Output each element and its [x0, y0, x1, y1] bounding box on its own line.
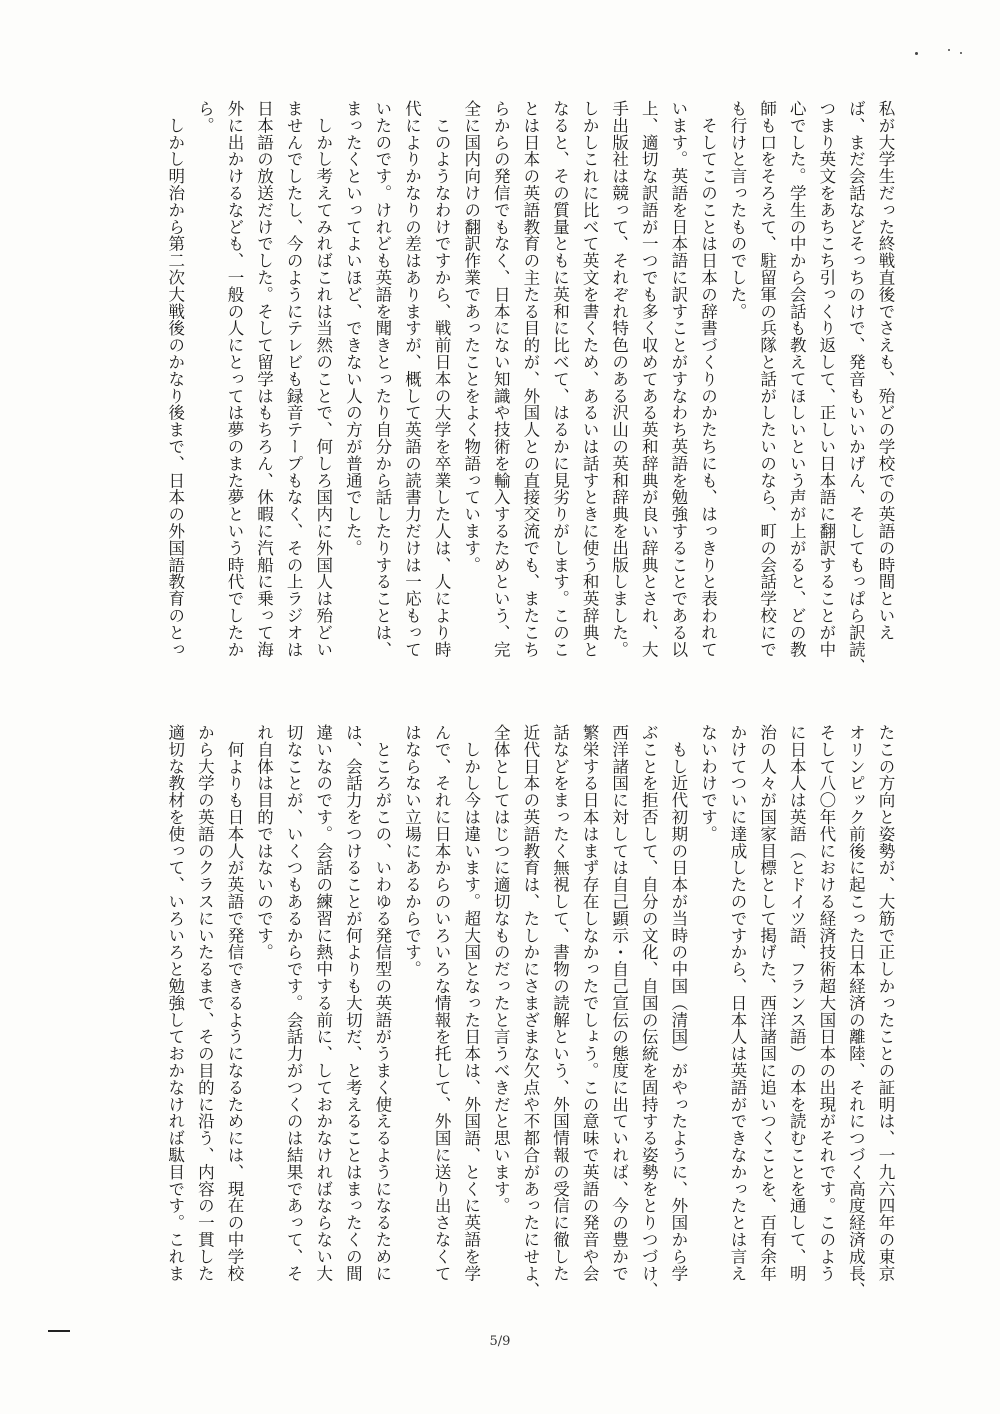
text-line: ないわけです。: [698, 724, 718, 843]
text-line: もし近代初期の日本が当時の中国（清国）がやったように、外国から学: [668, 724, 688, 1282]
text-line: 違いなのです。会話の練習に熱中する前に、しておかなければならない大: [313, 724, 333, 1282]
scan-speck: [948, 49, 950, 51]
text-line: は、会話力をつけることが何よりも大切だ、と考えることはまったくの間: [343, 724, 363, 1282]
text-line: 適切な教材を使って、いろいろと勉強しておかなければ駄目です。これま: [165, 724, 185, 1282]
text-line: から大学の英語のクラスにいたるまで、その目的に沿う、内容の一貫した: [195, 724, 215, 1282]
text-line: ところがこの、いわゆる発信型の英語がうまく使えるようになるために: [372, 724, 392, 1282]
text-line: ば、まだ会話などそっちのけで、発音もいいかげん、そしてもっぱら訳読、: [846, 100, 866, 675]
text-line: 治の人々が国家目標として掲げた、西洋諸国に追いつくことを、百有余年: [757, 724, 777, 1282]
text-line: ぶことを拒否して、自分の文化、自国の伝統を固持する姿勢をとりつづけ、: [639, 724, 659, 1299]
text-line: 私が大学生だった終戦直後でさえも、殆どの学校での英語の時間といえ: [876, 100, 895, 641]
text-line: に日本人は英語（とドイツ語、フランス語）の本を読むことを通して、明: [787, 724, 807, 1282]
text-line: います。英語を日本語に訳すことがすなわち英語を勉強することである以: [668, 100, 688, 658]
text-line: しかし今は違います。超大国となった日本は、外国語、とくに英語を学: [461, 724, 481, 1282]
text-line: れ自体は目的ではないのです。: [254, 724, 274, 961]
text-line: 近代日本の英語教育は、たしかにさまざまな欠点や不都合があったにせよ、: [520, 724, 540, 1299]
text-line: 切なことが、いくつもあるからです。会話力がつくのは結果であって、そ: [284, 724, 304, 1282]
text-line: んで、それに日本からのいろいろな情報を托して、外国に送り出さなくて: [432, 724, 452, 1282]
text-line: そして八〇年代における経済技術超大国日本の出現がそれです。このよう: [816, 724, 836, 1282]
text-line: 師も口をそろえて、駐留軍の兵隊と話がしたいのなら、町の会話学校にで: [757, 100, 777, 658]
text-line: なると、その質量ともに英和に比べて、はるかに見劣りがします。このこ: [550, 100, 570, 658]
text-line: ら。: [195, 100, 215, 134]
page-number: 5/9: [489, 1334, 511, 1349]
scan-speck: [915, 52, 918, 55]
lower-text-block: [130, 724, 900, 1314]
text-line: このようなわけですから、戦前日本の大学を卒業した人は、人により時: [432, 100, 452, 658]
text-line: 何よりも日本人が英語で発信できるようになるためには、現在の中学校: [224, 724, 244, 1282]
text-line: らからの発信でもなく、日本にない知識や技術を輸入するためという、完: [491, 100, 511, 658]
text-line: 話などをまったく無視して、書物の読解という、外国情報の受信に徹した: [550, 724, 570, 1282]
text-line: しかし考えてみればこれは当然のことで、何しろ国内に外国人は殆どい: [313, 100, 333, 658]
text-line: とは日本の英語教育の主たる目的が、外国人との直接交流でも、またこち: [520, 100, 540, 658]
text-line: オリンピック前後に起こった日本経済の離陸、それにつづく高度経済成長、: [846, 724, 866, 1299]
text-line: 西洋諸国に対しては自己顕示・自己宣伝の態度に出ていれば、今の豊かで: [609, 724, 629, 1282]
text-line: 上、適切な訳語が一つでも多く収めてある英和辞典が良い辞典とされ、大: [639, 100, 659, 658]
text-line: かけてついに達成したのですから、日本人は英語ができなかったとは言え: [728, 724, 748, 1282]
text-line: ませんでしたし、今のようにテレビも録音テープもなく、その上ラジオは: [284, 100, 304, 658]
text-line: いたのです。けれども英語を聞きとったり自分から話したりすることは、: [372, 100, 392, 658]
text-line: 繁栄する日本はまず存在しなかったでしょう。この意味で英語の発音や会: [580, 724, 600, 1282]
text-line: 手出版社は競って、それぞれ特色のある沢山の英和辞典を出版しました。: [609, 100, 629, 658]
text-line: そしてこのことは日本の辞書づくりのかたちにも、はっきりと表われて: [698, 100, 718, 658]
text-line: たこの方向と姿勢が、大筋で正しかったことの証明は、一九六四年の東京: [876, 724, 895, 1282]
text-line: まったくといってよいほど、できない人の方が普通でした。: [343, 100, 363, 557]
text-line: 心でした。学生の中から会話も教えてほしいという声が上がると、どの教: [787, 100, 807, 658]
upper-text-block: [130, 100, 900, 686]
text-line: つまり英文をあちこち引っくり返して、正しい日本語に翻訳することが中: [816, 100, 836, 658]
margin-mark: [48, 1330, 70, 1332]
text-line: 外に出かけるなども、一般の人にとっては夢のまた夢という時代でしたか: [224, 100, 244, 658]
text-line: しかし明治から第二次大戦後のかなり後まで、日本の外国語教育のとっ: [165, 100, 185, 658]
text-line: しかしこれに比べて英文を書くため、あるいは話すときに使う和英辞典と: [580, 100, 600, 658]
text-line: も行けと言ったものでした。: [728, 100, 748, 320]
text-line: はならない立場にあるからです。: [402, 724, 422, 978]
text-line: 日本語の放送だけでした。そして留学はもちろん、休暇に汽船に乗って海: [254, 100, 274, 658]
text-line: 全体としてはじつに適切なものだったと言うべきだと思います。: [491, 724, 511, 1215]
text-line: 代によりかなりの差はありますが、概して英語の読書力だけは一応もって: [402, 100, 422, 658]
text-line: 全に国内向けの翻訳作業であったことをよく物語っています。: [461, 100, 481, 574]
scan-speck: [960, 52, 962, 54]
